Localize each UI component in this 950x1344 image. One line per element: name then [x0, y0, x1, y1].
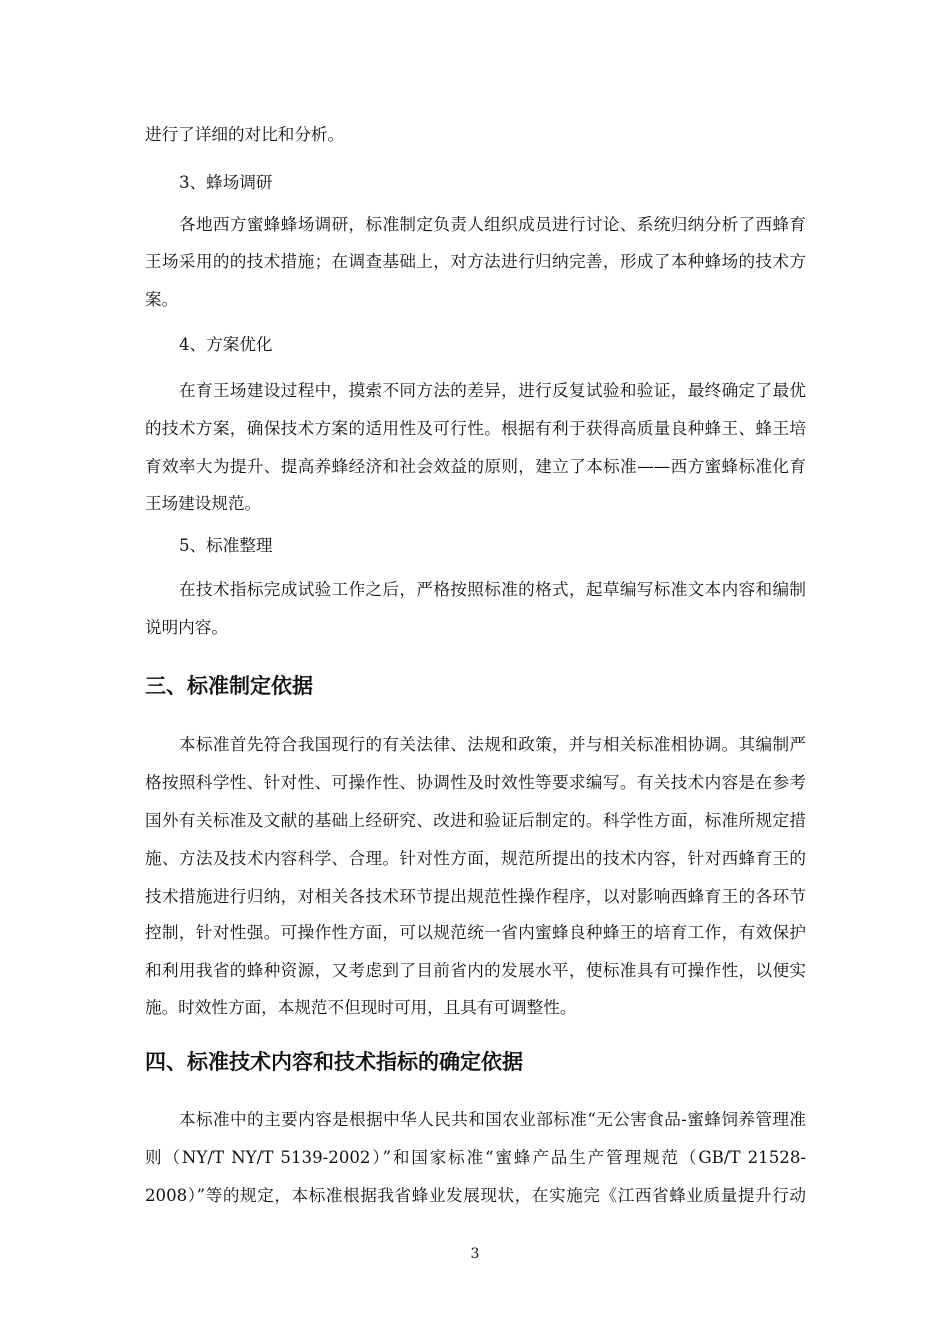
paragraph-line: 国外有关标准及文献的基础上经研究、改进和验证后制定的。科学性方面，标准所规定措 [145, 811, 806, 830]
paragraph-line: 在育王场建设过程中，摸索不同方法的差异，进行反复试验和验证，最终确定了最优 [179, 381, 806, 400]
subsection-heading: 5、标准整理 [179, 536, 273, 555]
subsection-heading: 4、方案优化 [179, 335, 273, 354]
paragraph-line: 王场建设规范。 [145, 494, 262, 513]
subsection-heading: 3、蜂场调研 [179, 173, 273, 192]
paragraph-line: 的技术方案，确保技术方案的适用性及可行性。根据有利于获得高质量良种蜂王、蜂王培 [145, 419, 806, 438]
paragraph-line: 各地西方蜜蜂蜂场调研，标准制定负责人组织成员进行讨论、系统归纳分析了西蜂育 [179, 215, 806, 234]
paragraph-line: 则（NY/T NY/T 5139-2002）”和国家标准“蜜蜂产品生产管理规范（GB/T 21528- [145, 1148, 806, 1167]
paragraph-line: 在技术指标完成试验工作之后，严格按照标准的格式，起草编写标准文本内容和编制 [179, 580, 806, 599]
paragraph-line: 施、方法及技术内容科学、合理。针对性方面，规范所提出的技术内容，针对西蜂育王的 [145, 849, 806, 868]
paragraph-line: 控制，针对性强。可操作性方面，可以规范统一省内蜜蜂良种蜂王的培育工作，有效保护 [145, 923, 806, 942]
page-number: 3 [470, 1246, 480, 1262]
paragraph-line: 本标准中的主要内容是根据中华人民共和国农业部标准“无公害食品-蜜蜂饲养管理准 [179, 1110, 806, 1129]
paragraph-line: 王场采用的的技术措施；在调查基础上，对方法进行归纳完善，形成了本种蜂场的技术方 [145, 252, 806, 271]
paragraph-line: 施。时效性方面，本规范不但现时可用，且具有可调整性。 [145, 998, 577, 1017]
paragraph-line: 技术措施进行归纳，对相关各技术环节提出规范性操作程序，以对影响西蜂育王的各环节 [145, 887, 806, 906]
paragraph-line: 格按照科学性、针对性、可操作性、协调性及时效性等要求编写。有关技术内容是在参考 [145, 773, 806, 792]
section-heading: 四、标准技术内容和技术指标的确定依据 [145, 1050, 523, 1074]
paragraph-line: 进行了详细的对比和分析。 [145, 125, 345, 144]
section-heading: 三、标准制定依据 [145, 674, 313, 698]
paragraph-line: 案。 [145, 290, 179, 309]
paragraph-line: 说明内容。 [145, 618, 228, 637]
paragraph-line: 和利用我省的蜂种资源，又考虑到了目前省内的发展水平，使标准具有可操作性，以便实 [145, 961, 806, 980]
paragraph-line: 育效率大为提升、提高养蜂经济和社会效益的原则，建立了本标准——西方蜜蜂标准化育 [145, 457, 806, 476]
paragraph-line: 本标准首先符合我国现行的有关法律、法规和政策，并与相关标准相协调。其编制严 [179, 735, 806, 754]
paragraph-line: 2008）”等的规定，本标准根据我省蜂业发展现状，在实施完《江西省蜂业质量提升行动 [145, 1186, 806, 1205]
